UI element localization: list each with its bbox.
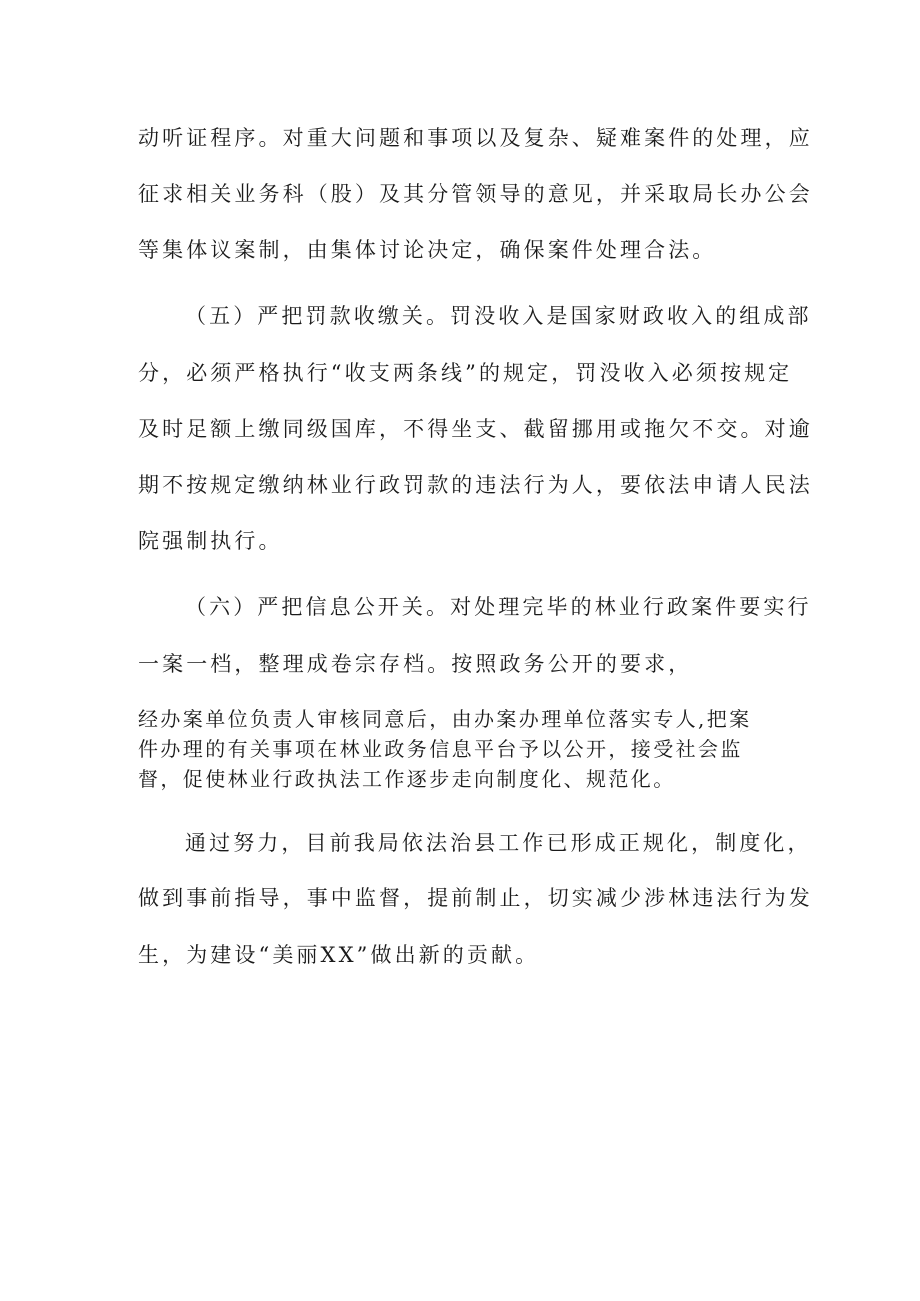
paragraph-line: 督，促使林业行政执法工作逐步走向制度化、规范化。 (138, 767, 676, 791)
paragraph-line: 通过努力，目前我局依法治县工作已形成正规化，制度化， (185, 831, 812, 855)
paragraph-line: 做到事前指导，事中监督，提前制止，切实减少涉林违法行为发 (138, 886, 813, 910)
paragraph-line: 动听证程序。对重大问题和事项以及复杂、疑难案件的处理，应 (138, 126, 813, 150)
paragraph-line: 经办案单位负责人审核同意后，由办案办理单位落实专人,把案 (138, 707, 752, 731)
paragraph-line: 等集体议案制，由集体讨论决定，确保案件处理合法。 (138, 238, 717, 262)
paragraph-line: 生，为建设“美丽XX”做出新的贡献。 (138, 943, 540, 967)
paragraph-line: 一案一档，整理成卷宗存档。按照政务公开的要求， (138, 652, 693, 676)
paragraph-line: （五）严把罚款收缴关。罚没收入是国家财政收入的组成部 (185, 304, 812, 328)
paragraph-line: （六）严把信息公开关。对处理完毕的林业行政案件要实行 (185, 595, 812, 619)
paragraph-line: 院强制执行。 (138, 529, 283, 553)
paragraph-line: 件办理的有关事项在林业政务信息平台予以公开，接受社会监 (138, 737, 743, 761)
paragraph-line: 期不按规定缴纳林业行政罚款的违法行为人，要依法申请人民法 (138, 473, 813, 497)
paragraph-line: 及时足额上缴同级国库，不得坐支、截留挪用或拖欠不交。对逾 (138, 417, 813, 441)
paragraph-line: 分，必须严格执行“收支两条线”的规定，罚没收入必须按规定 (138, 361, 793, 385)
paragraph-line: 征求相关业务科（股）及其分管领导的意见，并采取局长办公会 (138, 182, 813, 206)
